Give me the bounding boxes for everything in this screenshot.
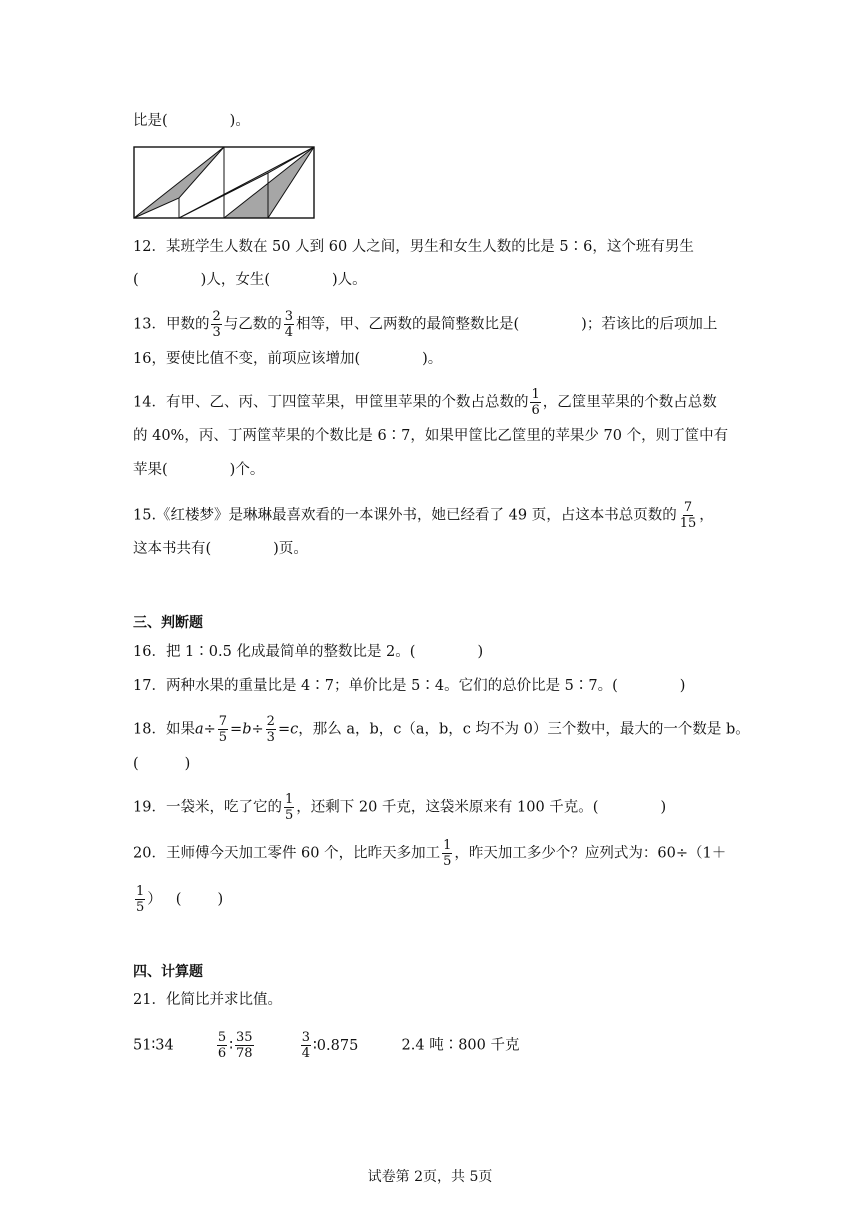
q11-figure bbox=[132, 145, 316, 220]
q21-title: 21．化简比并求比值。 bbox=[133, 992, 282, 1008]
q12-line2: ( )人，女生( )人。 bbox=[133, 272, 367, 288]
expr-2: $\frac{5}{6}$ ∶ $\frac{35}{78}$ bbox=[217, 1030, 253, 1061]
q15-line2: 这本书共有( )页。 bbox=[133, 541, 308, 557]
expr-4: 2.4 吨∶800 千克 bbox=[401, 1037, 520, 1054]
q19: 19．一袋米，吃了它的 $\frac{1}{5}$ ，还剩下 20 千克，这袋米原来有 100 千克。( ) bbox=[133, 792, 667, 823]
q18-line1: 18．如果a÷ $\frac{7}{5}$ =b÷ $\frac{2}{3}$ =c，那么 a，b，c（a，b，c 均不为 0）三个数中，最大的一个数是 b。 bbox=[133, 714, 750, 745]
fraction: $\frac{1}{5}$ bbox=[136, 884, 145, 915]
q14-line3: 苹果( )个。 bbox=[133, 462, 265, 478]
q11-tail: 比是( )。 bbox=[133, 113, 250, 129]
q18-line2: ( ) bbox=[133, 756, 191, 772]
fraction: $\frac{3}{4}$ bbox=[284, 309, 294, 340]
q12-line1: 12．某班学生人数在 50 人到 60 人之间，男生和女生人数的比是 5∶6，这个班有男生 bbox=[133, 239, 694, 255]
q16: 16．把 1∶0.5 化成最简单的整数比是 2。( ) bbox=[133, 644, 484, 660]
q21-expressions bbox=[133, 1030, 520, 1061]
fraction: $\frac{1}{5}$ bbox=[284, 792, 294, 823]
q13-line2: 16，要使比值不变，前项应该增加( )。 bbox=[133, 351, 443, 367]
q20-line2: $\frac{1}{5}$ ） ( ) bbox=[136, 884, 224, 915]
page-footer: 试卷第 2页，共 5页 bbox=[367, 1169, 493, 1185]
q13-line1: 13．甲数的 $\frac{2}{3}$ 与乙数的 $\frac{3}{4}$ 相等，甲、乙两数的最简整数比是( )；若该比的后项加上 bbox=[133, 309, 718, 340]
fraction: $\frac{7}{5}$ bbox=[218, 714, 228, 745]
fraction: $\frac{2}{3}$ bbox=[266, 714, 275, 745]
fraction: $\frac{1}{5}$ bbox=[443, 838, 452, 869]
expr-1: 51∶34 bbox=[133, 1037, 174, 1054]
fraction: $\frac{7}{15}$ bbox=[679, 500, 697, 531]
fraction: $\frac{1}{6}$ bbox=[531, 387, 540, 418]
section-heading-calculation: 四、计算题 bbox=[133, 964, 203, 980]
q14-line2: 的 40%，丙、丁两筐苹果的个数比是 6∶7，如果甲筐比乙筐里的苹果少 70 个，则丁筐中有 bbox=[133, 428, 729, 444]
q14-line1: 14．有甲、乙、丙、丁四筐苹果，甲筐里苹果的个数占总数的 $\frac{1}{6}$ ，乙筐里苹果的个数占总数 bbox=[133, 387, 717, 418]
section-heading-judgement: 三、判断题 bbox=[133, 615, 203, 631]
expr-3: $\frac{3}{4}$ ∶0.875 bbox=[301, 1030, 359, 1061]
shaded-triangle-3 bbox=[224, 147, 314, 218]
q17: 17．两种水果的重量比是 4∶7；单价比是 5∶4。它们的总价比是 5∶7。( ) bbox=[133, 678, 686, 694]
q15-line1: 15.《红楼梦》是琳琳最喜欢看的一本课外书，她已经看了 49 页，占这本书总页数的 $\frac{7}{15}$ ， bbox=[133, 500, 714, 531]
fraction: $\frac{2}{3}$ bbox=[212, 309, 221, 340]
q20-line1: 20．王师傅今天加工零件 60 个，比昨天多加工 $\frac{1}{5}$ ，昨天加工多少个？应列式为：60÷（1＋ bbox=[133, 838, 727, 869]
